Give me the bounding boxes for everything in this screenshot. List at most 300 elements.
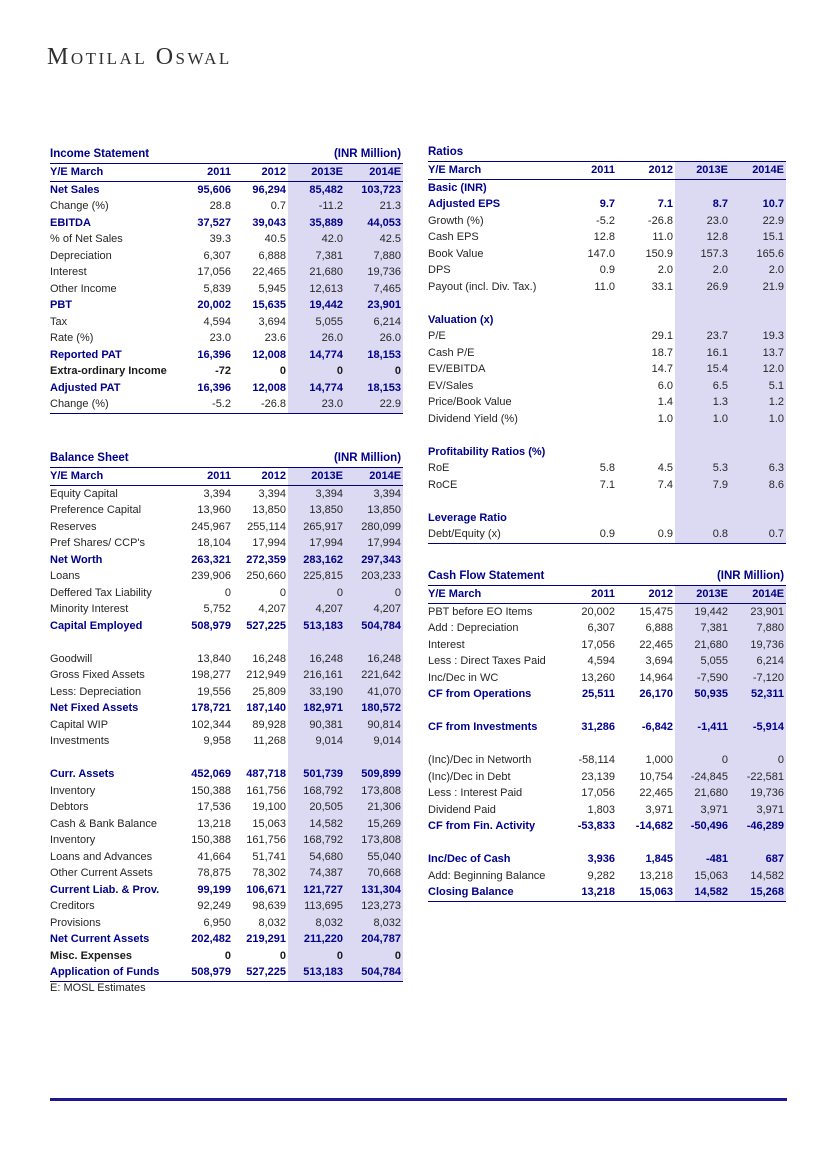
row-label: Other Current Assets	[50, 867, 153, 879]
cell-2014E: 15.1	[730, 229, 786, 246]
cell-2011: 25,511	[581, 688, 615, 700]
cell-2011: 17,536	[197, 801, 231, 813]
table-row	[428, 785, 786, 802]
cell-2011: 6,307	[203, 249, 231, 262]
cell-2012: 14,964	[639, 671, 674, 684]
row-label: Change (%)	[50, 396, 178, 413]
row-label: Capital Employed	[50, 619, 143, 632]
row-label: EV/EBITDA	[428, 363, 486, 375]
table-row	[428, 851, 786, 868]
table-row	[50, 248, 403, 265]
table-title: Cash Flow Statement	[428, 568, 675, 586]
table-row	[50, 198, 403, 215]
table-row	[50, 363, 403, 380]
cash-flow	[428, 568, 786, 902]
cell-2013E: 35,889	[288, 215, 345, 232]
spacer-row	[428, 493, 786, 510]
cell-2013E: 42.0	[288, 231, 345, 248]
cell-2013E: 513,183	[288, 618, 345, 635]
table-row	[428, 262, 786, 279]
row-label: Debt/Equity (x)	[428, 526, 560, 543]
cell-2012: 1,000	[645, 754, 674, 766]
spacer-row	[50, 634, 403, 651]
table-row	[50, 231, 403, 248]
cell-2012: 96,294	[252, 183, 287, 196]
column-header-2014E: 2014E	[345, 164, 403, 182]
cell-2012: 7.4	[657, 478, 673, 491]
table-row	[50, 783, 403, 800]
cell-2014E	[730, 736, 786, 753]
cell-2011: 20,002	[197, 299, 231, 311]
cell-2014E: 123,273	[345, 898, 403, 915]
cell-2013E: 23.7	[675, 328, 730, 345]
table-row	[50, 618, 403, 635]
column-header-2013E: 2013E	[288, 468, 345, 486]
cell-2013E: 26.0	[288, 330, 345, 347]
cell-2012: 161,756	[246, 834, 287, 846]
table-row	[50, 281, 403, 298]
cell-2012: 12,008	[252, 348, 287, 361]
table-row	[428, 213, 786, 230]
cell-2014E: 21.9	[730, 279, 786, 296]
cell-2011: 4,594	[587, 655, 615, 667]
row-label: Application of Funds	[50, 964, 178, 981]
table-unit-label: (INR Million)	[675, 568, 786, 586]
cell-2011: 78,875	[197, 867, 231, 879]
cell-2013E: -481	[675, 851, 730, 868]
cell-2013E: 2.0	[675, 262, 730, 279]
cell-2014E	[730, 835, 786, 852]
cell-2012: 487,718	[246, 768, 287, 780]
table-row	[428, 637, 786, 654]
cell-2011	[560, 411, 617, 428]
row-label: CF from Investments	[428, 721, 538, 733]
cell-2012: 0	[279, 949, 287, 962]
table-row	[428, 884, 786, 901]
cell-2014E: 3,971	[730, 802, 786, 819]
cell-2012: 161,756	[246, 784, 287, 797]
table-row	[428, 719, 786, 736]
cell-2011: 178,721	[191, 702, 231, 714]
cell-2014E: 5.1	[730, 378, 786, 395]
row-label: RoE	[428, 462, 450, 474]
cell-2011: -5.2	[596, 214, 615, 227]
table-row	[428, 620, 786, 637]
table-row	[50, 832, 403, 849]
cell-2011: 17,056	[581, 787, 615, 799]
table-row	[50, 502, 403, 519]
table-row	[50, 485, 403, 502]
cell-2011	[560, 835, 617, 852]
cell-2012	[617, 179, 675, 196]
cell-2014E: 7,465	[345, 281, 403, 298]
cell-2013E: 7,381	[675, 620, 730, 637]
cell-2013E: 15,063	[675, 868, 730, 885]
cell-2014E: 55,040	[345, 849, 403, 866]
cell-2013E: 7,381	[288, 248, 345, 265]
cell-2012: 0.7	[270, 200, 287, 212]
cell-2011: 17,056	[197, 266, 231, 278]
cell-2014E: 26.0	[345, 330, 403, 347]
cell-2011: 5.8	[599, 462, 615, 474]
cell-2014E: -46,289	[730, 818, 786, 835]
cell-2011	[560, 295, 617, 312]
cell-2013E: 0	[288, 585, 345, 602]
cell-2012: 6,888	[258, 249, 287, 262]
cell-2012: 272,359	[246, 553, 287, 566]
cell-2012: 212,949	[246, 669, 287, 681]
cell-2012: 12,008	[252, 381, 287, 394]
row-label	[428, 295, 560, 312]
cell-2014E: 10.7	[730, 196, 786, 213]
cell-2011: 95,606	[197, 183, 231, 196]
cell-2012	[233, 634, 288, 651]
cell-2013E: 211,220	[288, 931, 345, 948]
cell-2013E	[675, 835, 730, 852]
cell-2012: 25,809	[252, 685, 287, 698]
cell-2014E: 13,850	[345, 502, 403, 519]
cell-2011: 0.9	[560, 526, 617, 543]
cell-2011	[560, 345, 617, 362]
table-row	[50, 733, 403, 750]
cell-2012: 1.0	[657, 412, 673, 425]
row-label: Inventory	[50, 834, 96, 846]
row-label: Loans and Advances	[50, 850, 153, 863]
cell-2012: 150.9	[645, 247, 673, 260]
cell-2014E: 17,994	[345, 535, 403, 552]
cell-2014E: 0	[345, 585, 403, 602]
cell-2014E: 90,814	[345, 717, 403, 734]
column-header-2013E: 2013E	[288, 164, 345, 182]
column-header-2011: 2011	[560, 162, 617, 180]
cell-2011: 41,664	[197, 850, 231, 863]
cell-2011: 19,556	[197, 685, 231, 698]
cell-2013E: 225,815	[288, 568, 345, 585]
cell-2014E: 509,899	[345, 766, 403, 783]
table-row	[428, 411, 786, 428]
cell-2013E: 26.9	[675, 279, 730, 296]
cell-2011: 1,803	[587, 803, 615, 816]
cell-2012: -26.8	[233, 396, 288, 413]
cell-2012: 89,928	[252, 718, 287, 731]
cell-2011: -53,833	[577, 820, 615, 832]
cell-2014E	[730, 444, 786, 461]
cell-2014E: 297,343	[345, 552, 403, 569]
table-row	[50, 297, 403, 314]
table-row	[50, 215, 403, 232]
motilal-oswal-logo: Motilal Oswal	[47, 44, 232, 70]
row-label: Pref Shares/ CCP's	[50, 537, 146, 549]
table-row	[428, 670, 786, 687]
row-label: EV/Sales	[428, 379, 474, 392]
cell-2014E: 280,099	[345, 519, 403, 536]
cell-2011: 23,139	[581, 770, 615, 783]
cell-2011: 31,286	[581, 721, 615, 733]
cell-2012	[617, 444, 675, 461]
cell-2014E: 19,736	[730, 785, 786, 802]
table-row	[428, 686, 786, 703]
row-label: Book Value	[428, 247, 484, 260]
cell-2014E	[730, 703, 786, 720]
cell-2013E: -50,496	[675, 818, 730, 835]
row-label	[50, 750, 178, 767]
cell-2013E: 3,971	[675, 802, 730, 819]
cell-2014E: 21,306	[345, 799, 403, 816]
cell-2014E: 41,070	[345, 684, 403, 701]
cell-2012: 1,845	[645, 853, 674, 865]
cell-2013E: 33,190	[288, 684, 345, 701]
cell-2013E	[675, 312, 730, 329]
cell-2013E	[288, 634, 345, 651]
table-unit-label	[675, 144, 786, 162]
column-header-2014E: 2014E	[345, 468, 403, 486]
cell-2011: 4,594	[203, 315, 231, 328]
cell-2014E	[730, 493, 786, 510]
cell-2011	[560, 736, 617, 753]
cell-2013E: 20,505	[288, 799, 345, 816]
cell-2014E: 19,736	[345, 264, 403, 281]
cell-2011: 0	[224, 949, 231, 962]
cell-2012: 6.0	[657, 379, 673, 392]
column-header-2011: 2011	[560, 586, 617, 604]
row-label: Rate (%)	[50, 332, 94, 344]
cell-2011: 6,307	[587, 622, 615, 634]
table-row	[50, 700, 403, 717]
column-header-label: Y/E March	[428, 586, 560, 604]
row-label: Net Current Assets	[50, 933, 150, 945]
cell-2012: 6,888	[645, 622, 674, 634]
row-label: Change (%)	[50, 200, 109, 212]
cell-2014E: -7,120	[730, 670, 786, 687]
cell-2012	[617, 510, 675, 527]
cell-2014E: 2.0	[730, 262, 786, 279]
row-label: Interest	[50, 266, 87, 278]
cell-2011: 508,979	[191, 619, 231, 632]
cell-2013E: 121,727	[288, 882, 345, 899]
cell-2014E: 6,214	[730, 653, 786, 670]
cell-2013E: 19,442	[288, 297, 345, 314]
row-label	[50, 634, 178, 651]
cell-2014E: 221,642	[345, 667, 403, 684]
cell-2011	[560, 179, 617, 196]
cell-2011: 7.1	[599, 478, 615, 491]
cell-2013E: 74,387	[288, 865, 345, 882]
cell-2014E: 18,153	[345, 347, 403, 364]
cell-2014E: 21.3	[345, 198, 403, 215]
row-label: Capital WIP	[50, 718, 109, 731]
row-label: PBT	[50, 299, 72, 311]
row-label: Valuation (x)	[428, 313, 494, 326]
cell-2011: 28.8	[209, 200, 231, 212]
cell-2014E: 1.2	[730, 394, 786, 411]
cell-2014E	[730, 510, 786, 527]
cell-2014E: 504,784	[345, 618, 403, 635]
cell-2012: 219,291	[246, 933, 287, 945]
table-row	[428, 312, 786, 329]
row-label: Less : Interest Paid	[428, 787, 523, 799]
row-label: Dividend Yield (%)	[428, 412, 518, 425]
cell-2013E: 14,582	[288, 816, 345, 833]
cell-2013E	[288, 750, 345, 767]
cell-2013E	[675, 736, 730, 753]
cell-2013E: 5,055	[288, 314, 345, 331]
row-label: EBITDA	[50, 216, 91, 229]
cell-2011: 198,277	[191, 669, 231, 681]
cell-2012: 7.1	[657, 198, 673, 210]
cell-2013E: 5.3	[675, 460, 730, 477]
cell-2011: 150,388	[191, 784, 231, 797]
cell-2012: 10,754	[639, 770, 674, 783]
table-row	[50, 552, 403, 569]
cell-2013E	[675, 703, 730, 720]
cell-2014E: 1.0	[730, 411, 786, 428]
cell-2011	[178, 750, 233, 767]
cell-2012: 26,170	[639, 688, 674, 700]
cell-2012: 11.0	[652, 231, 673, 243]
row-label: Less : Direct Taxes Paid	[428, 655, 546, 667]
cell-2013E: 14,582	[675, 884, 730, 901]
row-label: Growth (%)	[428, 214, 484, 227]
row-label: PBT before EO Items	[428, 605, 533, 618]
row-label: Inventory	[50, 784, 96, 797]
cell-2011: 11.0	[594, 280, 615, 293]
cell-2013E: 16,248	[288, 651, 345, 668]
column-header-row	[428, 162, 786, 180]
column-header-2012: 2012	[617, 162, 675, 180]
cell-2013E: 8.7	[675, 196, 730, 213]
cell-2013E: 501,739	[288, 766, 345, 783]
cell-2014E: 203,233	[345, 568, 403, 585]
row-label: Provisions	[50, 916, 101, 929]
cell-2013E	[675, 295, 730, 312]
cell-2014E: 52,311	[730, 686, 786, 703]
column-header-row	[50, 468, 403, 486]
cell-2014E	[345, 634, 403, 651]
cell-2012: 29.1	[651, 330, 673, 342]
cell-2013E: 168,792	[288, 832, 345, 849]
row-label: Reserves	[50, 520, 97, 533]
cell-2013E: 12,613	[288, 281, 345, 298]
row-label: Loans	[50, 570, 80, 582]
cell-2013E: 0	[288, 948, 345, 965]
cell-2012: 3,694	[645, 655, 674, 667]
column-header-2012: 2012	[233, 468, 288, 486]
cell-2012: 23.6	[264, 332, 287, 344]
table-row	[428, 868, 786, 885]
cell-2014E: 19,736	[730, 637, 786, 654]
cell-2013E: -24,845	[675, 769, 730, 786]
row-label	[428, 736, 560, 753]
cell-2012: 0.9	[617, 526, 675, 543]
cell-2013E: 7.9	[675, 477, 730, 494]
table-row	[428, 246, 786, 263]
cell-2013E: 54,680	[288, 849, 345, 866]
cell-2011: 5,752	[203, 603, 231, 615]
row-label: P/E	[428, 330, 446, 342]
column-header-row	[50, 164, 403, 182]
cell-2012: 3,694	[258, 315, 287, 328]
cell-2013E	[675, 444, 730, 461]
cell-2012: 15,063	[252, 817, 287, 830]
cell-2013E: 265,917	[288, 519, 345, 536]
table-row	[428, 394, 786, 411]
row-label: (Inc)/Dec in Networth	[428, 754, 532, 766]
row-label: Other Income	[50, 282, 117, 295]
cell-2014E: 131,304	[345, 882, 403, 899]
cell-2012: -6,842	[641, 721, 674, 733]
cell-2014E: 204,787	[345, 931, 403, 948]
cell-2013E: 3,394	[288, 485, 345, 502]
cell-2014E: 23,901	[730, 603, 786, 620]
cell-2014E: 8.6	[730, 477, 786, 494]
row-label: Inc/Dec of Cash	[428, 853, 511, 865]
row-label: Dividend Paid	[428, 803, 496, 816]
cell-2013E: 50,935	[675, 686, 730, 703]
table-row	[50, 264, 403, 281]
table-row	[50, 651, 403, 668]
cell-2012: 22,465	[639, 787, 674, 799]
table-row	[50, 519, 403, 536]
cell-2014E: 504,784	[345, 964, 403, 981]
table-row	[50, 717, 403, 734]
cell-2012: 15,635	[252, 299, 287, 311]
cell-2011: 39.3	[209, 233, 231, 245]
cell-2012	[233, 750, 288, 767]
cell-2012: 8,032	[258, 916, 287, 929]
table-row	[50, 915, 403, 932]
cell-2013E	[675, 493, 730, 510]
row-label: (Inc)/Dec in Debt	[428, 770, 511, 783]
cell-2012: 527,225	[233, 964, 288, 981]
cell-2013E: 168,792	[288, 783, 345, 800]
row-label: Net Worth	[50, 553, 103, 566]
cell-2012	[617, 312, 675, 329]
cell-2011: 13,840	[197, 652, 231, 665]
cell-2013E: 0.8	[675, 526, 730, 543]
cell-2013E: -7,590	[675, 670, 730, 687]
column-header-2013E: 2013E	[675, 586, 730, 604]
row-label: Profitability Ratios (%)	[428, 445, 546, 458]
cell-2011: -58,114	[578, 754, 615, 766]
table-row	[50, 314, 403, 331]
cell-2013E: 21,680	[675, 785, 730, 802]
cell-2014E: 4,207	[345, 601, 403, 618]
cell-2011: 245,967	[191, 520, 231, 533]
cell-2012: 16,248	[252, 652, 287, 665]
cell-2013E	[675, 427, 730, 444]
cell-2013E: 157.3	[675, 246, 730, 263]
cell-2013E: 14,774	[288, 347, 345, 364]
cell-2011: 3,394	[203, 487, 231, 500]
cell-2013E: 17,994	[288, 535, 345, 552]
table-row	[50, 948, 403, 965]
table-title: Balance Sheet	[50, 450, 288, 468]
estimates-footnote: E: MOSL Estimates	[50, 982, 146, 994]
cell-2012: 19,100	[252, 801, 287, 813]
cell-2013E: -11.2	[288, 198, 345, 215]
cell-2011	[560, 703, 617, 720]
cell-2011	[560, 328, 617, 345]
row-label: Minority Interest	[50, 603, 129, 615]
row-label: Interest	[428, 638, 465, 651]
row-label	[428, 493, 560, 510]
table-row	[50, 667, 403, 684]
row-label: Preference Capital	[50, 504, 142, 516]
column-header-2012: 2012	[617, 586, 675, 604]
table-unit-label: (INR Million)	[288, 146, 403, 164]
table-row	[428, 460, 786, 477]
cell-2014E: 173,808	[345, 783, 403, 800]
